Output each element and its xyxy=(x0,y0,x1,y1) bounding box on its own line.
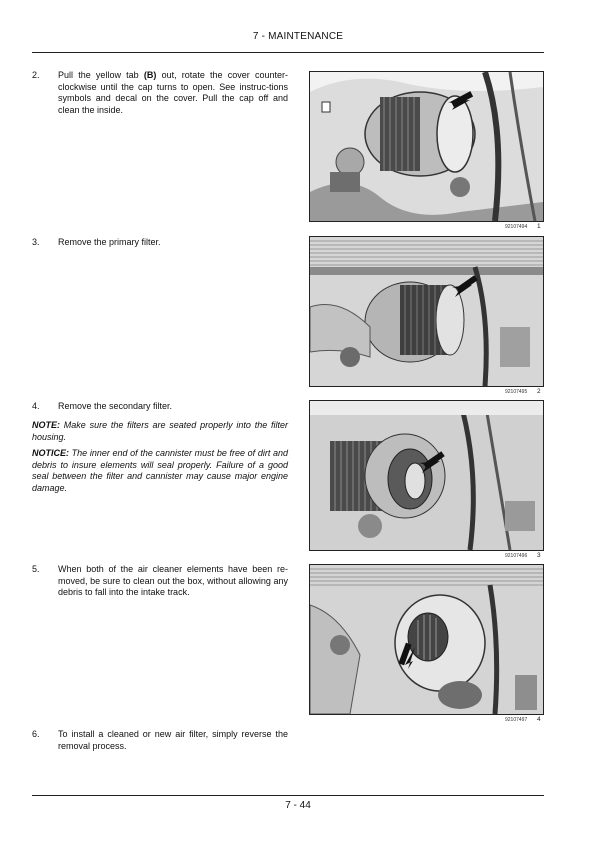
step-number: 6. xyxy=(32,729,40,739)
header-rule xyxy=(32,52,544,53)
figure-code: 92107495 xyxy=(505,389,528,395)
callout-label: (B) xyxy=(143,70,157,80)
notice: NOTICE: The inner end of the cannister must be free of dirt and debris to insure elements will seal properly. Failure of a good seal between the filter and cannister may cause major engine damage. xyxy=(32,448,288,493)
step-text: Remove the secondary filter. xyxy=(58,401,173,411)
air-cleaner-cover-photo xyxy=(309,71,544,222)
figure-code: 92107494 xyxy=(505,224,528,230)
figure-code: 92107497 xyxy=(505,717,528,723)
step-2 xyxy=(32,70,288,116)
footer-rule xyxy=(32,795,544,796)
figure-number: 4 xyxy=(537,716,541,723)
notice-label: NOTICE: xyxy=(32,448,69,458)
page-number: 7 - 44 xyxy=(285,800,311,811)
step-number: 2. xyxy=(32,70,40,80)
figure-number: 2 xyxy=(537,388,541,395)
step-5 xyxy=(32,564,288,599)
step-text: To install a cleaned or new air filter, simply reverse the removal process. xyxy=(58,729,288,751)
primary-filter-photo xyxy=(309,236,544,387)
note: NOTE: Make sure the filters are seated properly into the filter housing. xyxy=(32,420,288,442)
step-number: 5. xyxy=(32,564,40,574)
step-4 xyxy=(32,401,288,413)
step-6 xyxy=(32,729,288,752)
step-number: 4. xyxy=(32,401,40,411)
figure-number: 3 xyxy=(537,552,541,559)
step-3 xyxy=(32,237,288,249)
note-label: NOTE: xyxy=(32,420,60,430)
empty-housing-photo xyxy=(309,564,544,715)
secondary-filter-photo xyxy=(309,400,544,551)
step-text: When both of the air cleaner elements have been re-moved, be sure to clean out the box, without allowing any debris to fall into the intake track. xyxy=(58,564,288,597)
figure-number: 1 xyxy=(537,223,541,230)
section-title: 7 - MAINTENANCE xyxy=(252,31,344,42)
step-number: 3. xyxy=(32,237,40,247)
step-text: Remove the primary filter. xyxy=(58,237,161,247)
figure-code: 92107496 xyxy=(505,553,528,559)
step-text: Pull the yellow tab (B) out, rotate the cover counter-clockwise until the cap turns to open. See instruc-tions symbols and decal on the cover. Pull the cap off and clean the inside. xyxy=(58,70,288,115)
